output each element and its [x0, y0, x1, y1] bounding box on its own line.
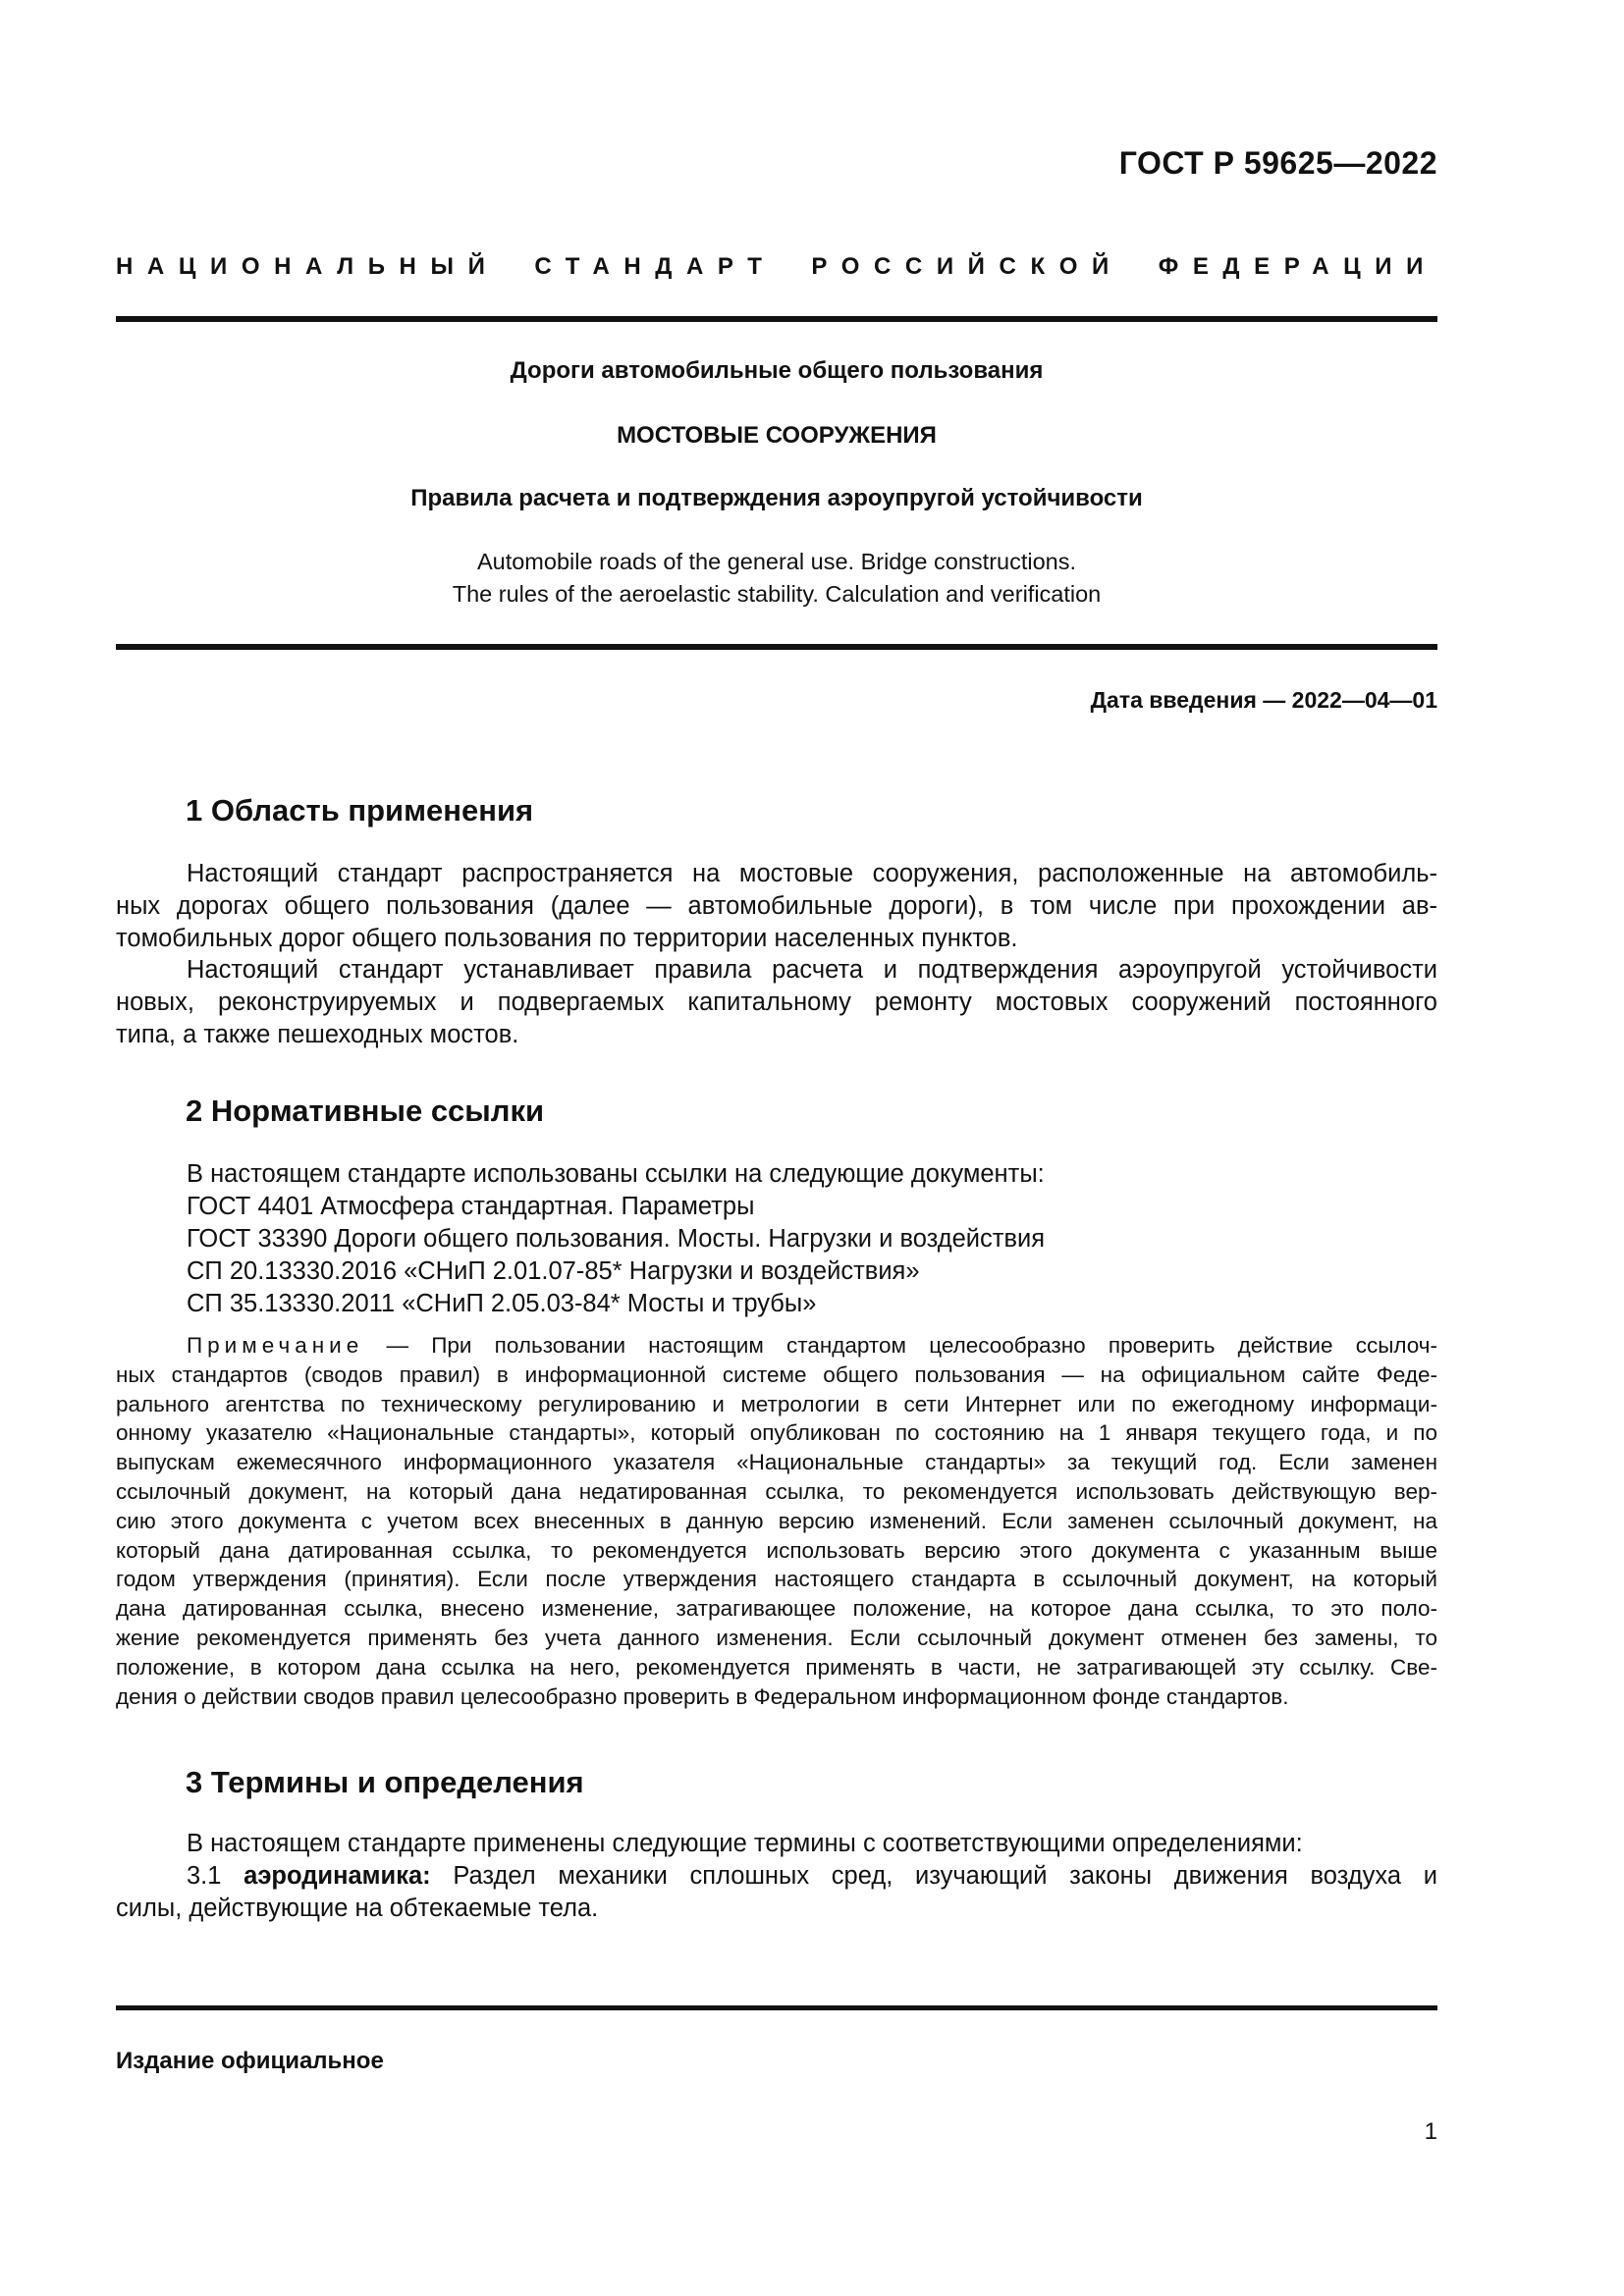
paragraph-line: силы, действующие на обтекаемые тела.	[116, 1895, 599, 1922]
note-line: выпускам ежемесячного информационного указателя «Национальные стандарты» за текущий год. Если заменен	[116, 1450, 1437, 1475]
section-3-heading: 3 Термины и определения	[186, 1765, 584, 1799]
paragraph-line: Настоящий стандарт устанавливает правила расчета и подтверждения аэроупругой устойчивости	[187, 956, 1437, 984]
note-line: положение, в котором дана ссылка на него, рекомендуется применять в части, не затрагивающей эту ссылку. Све-	[116, 1654, 1437, 1680]
note-line: сию этого документа с учетом всех внесенных в данную версию изменений. Если заменен ссылочный документ, на	[116, 1508, 1437, 1533]
note-line: жение рекомендуется применять без учета данного изменения. Если ссылочный документ отменен без замены, то	[116, 1625, 1437, 1650]
edition-label: Издание официальное	[116, 2048, 384, 2074]
paragraph-line: новых, реконструируемых и подвергаемых капитальному ремонту мостовых сооружений постоянного	[116, 988, 1437, 1016]
paragraph-line	[116, 1860, 1437, 1893]
footer-divider	[116, 2005, 1437, 2010]
term-name: аэродинамика:	[244, 1862, 431, 1890]
normative-references-list	[187, 1158, 1045, 1320]
note-label: Примечание	[187, 1333, 364, 1358]
page-number: 1	[1424, 2118, 1437, 2145]
top-divider	[116, 316, 1437, 322]
standard-title-word: СТАНДАРТ	[534, 253, 777, 280]
term-number: 3.1	[187, 1862, 244, 1890]
note-line: дана датированная ссылка, внесено изменение, затрагивающее положение, на которое дана ссылка, то это поло-	[116, 1596, 1437, 1622]
section-2-heading: 2 Нормативные ссылки	[186, 1094, 545, 1128]
reference-item: ГОСТ 33390 Дороги общего пользования. Мосты. Нагрузки и воздействия	[187, 1225, 1046, 1253]
note-line: ных стандартов (сводов правил) в информационной системе общего пользования — на официальном сайте Феде-	[116, 1362, 1437, 1387]
title-divider	[116, 644, 1437, 650]
title-subtitle-2: Правила расчета и подтверждения аэроупругой устойчивости	[410, 485, 1143, 511]
introduction-date: Дата введения — 2022—04—01	[1090, 687, 1437, 713]
paragraph-line: типа, а также пешеходных мостов.	[116, 1021, 519, 1048]
section-1-heading: 1 Область применения	[186, 793, 534, 828]
paragraph-line: томобильных дорог общего пользования по территории населенных пунктов.	[116, 925, 1018, 952]
note-text: — При пользовании настоящим стандартом целесообразно проверить действие ссылоч-	[363, 1333, 1437, 1358]
section-1-paragraph-2	[116, 954, 1437, 1051]
term-definition-text: Раздел механики сплошных сред, изучающий законы движения воздуха и	[430, 1862, 1437, 1890]
references-note	[116, 1331, 1437, 1711]
note-line: дения о действии сводов правил целесообразно проверить в Федеральном информационном фонде стандартов.	[116, 1683, 1289, 1709]
english-title-line: Automobile roads of the general use. Bridge constructions.	[476, 549, 1077, 574]
term-definition	[116, 1860, 1437, 1925]
standard-title-word: РОССИЙСКОЙ	[811, 253, 1123, 280]
note-line: который дана датированная ссылка, то рекомендуется использовать версию этого документа с указанным выше	[116, 1537, 1437, 1563]
section-3-intro	[116, 1828, 1437, 1860]
standard-title-word: НАЦИОНАЛЬНЫЙ	[116, 253, 500, 280]
document-number: ГОСТ Р 59625—2022	[1118, 145, 1437, 181]
title-main: МОСТОВЫЕ СООРУЖЕНИЯ	[617, 422, 937, 449]
english-title	[116, 546, 1437, 611]
note-line: ссылочный документ, на который дана недатированная ссылка, то рекомендуется использовать действующую вер-	[116, 1478, 1437, 1504]
note-line	[116, 1331, 1437, 1361]
references-intro: В настоящем стандарте использованы ссылки на следующие документы:	[187, 1160, 1045, 1188]
note-line: рального агентства по техническому регулированию и метрологии в сети Интернет или по ежегодному информаци-	[116, 1391, 1437, 1416]
reference-item: СП 20.13330.2016 «СНиП 2.01.07-85* Нагрузки и воздействия»	[187, 1257, 920, 1285]
paragraph-line: ных дорогах общего пользования (далее — автомобильные дороги), в том числе при прохождении ав-	[116, 892, 1437, 920]
section-1-paragraph-1	[116, 858, 1437, 955]
standard-title-word: ФЕДЕРАЦИИ	[1158, 253, 1437, 280]
reference-item: СП 35.13330.2011 «СНиП 2.05.03-84* Мосты и трубы»	[187, 1290, 817, 1317]
title-subtitle-1: Дороги автомобильные общего пользования	[510, 357, 1044, 384]
note-line: онному указателю «Национальные стандарты», который опубликован по состоянию на 1 января текущего года, и по	[116, 1420, 1437, 1446]
document-page	[116, 0, 1437, 2296]
note-line: годом утверждения (принятия). Если после утверждения настоящего стандарта в ссылочный документ, на который	[116, 1567, 1437, 1592]
reference-item: ГОСТ 4401 Атмосфера стандартная. Параметры	[187, 1193, 755, 1220]
english-title-line: The rules of the aeroelastic stability. Calculation and verification	[452, 581, 1102, 607]
paragraph-line: В настоящем стандарте применены следующие термины с соответствующими определениями:	[187, 1830, 1303, 1857]
paragraph-line: Настоящий стандарт распространяется на мостовые сооружения, расположенные на автомобиль-	[187, 860, 1437, 887]
standard-title	[116, 253, 1437, 281]
